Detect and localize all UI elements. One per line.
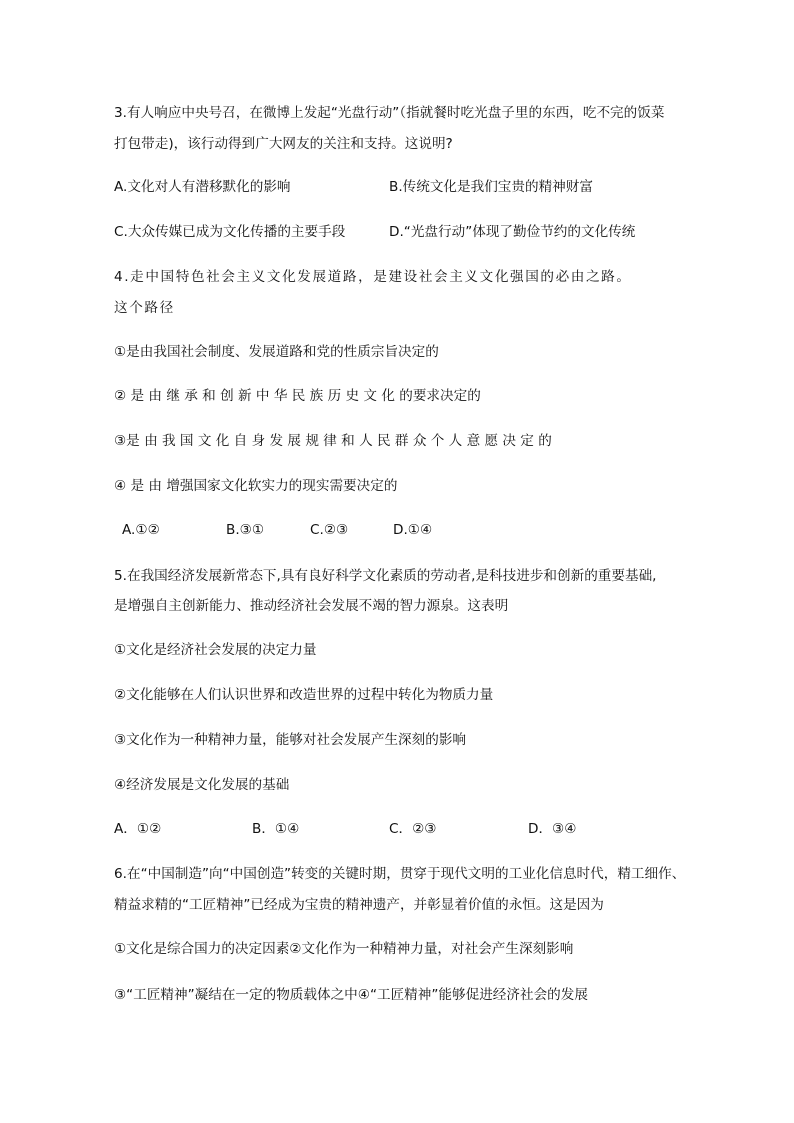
q5-stem-line-1: 5.在我国经济发展新常态下,具有良好科学文化素质的劳动者,是科技进步和创新的重要基础,: [114, 568, 657, 584]
q5-option-b: B．①④: [252, 821, 300, 837]
q5-option-c: C．②③: [389, 821, 437, 837]
q3-option-c: C.大众传媒已成为文化传播的主要手段: [114, 224, 346, 240]
q6-stem-line-1: 6.在“中国制造”向“中国创造”转变的关键时期，贯穿于现代文明的工业化信息时代，精工细作、: [114, 866, 686, 882]
q5-option-a: A．①②: [114, 821, 162, 837]
q4-statement-2: ② 是 由 继 承 和 创 新 中 华 民 族 历 史 文 化 的要求决定的: [114, 388, 481, 404]
q5-statement-1: ①文化是经济社会发展的决定力量: [114, 642, 317, 658]
q4-option-a: A.①②: [122, 522, 160, 538]
q3-stem-line-2: 打包带走)，该行动得到广大网友的关注和支持。这说明?: [114, 136, 453, 152]
q5-statement-4: ④经济发展是文化发展的基础: [114, 777, 290, 793]
q5-stem-line-2: 是增强自主创新能力、推动经济社会发展不竭的智力源泉。这表明: [114, 598, 509, 614]
q4-option-d: D.①④: [393, 522, 433, 538]
q4-stem-line-1: 4.走中国特色社会主义文化发展道路，是建设社会主义文化强国的必由之路。: [114, 269, 632, 285]
q3-stem-line-1: 3.有人响应中央号召，在微博上发起“光盘行动”（指就餐时吃光盘子里的东西，吃不完的饭菜: [114, 105, 665, 121]
q4-option-b: B.③①: [226, 522, 265, 538]
q3-option-d: D.“光盘行动”体现了勤俭节约的文化传统: [389, 224, 636, 240]
q4-statement-4: ④ 是 由 增强国家文化软实力的现实需要决定的: [114, 478, 398, 494]
q4-option-c: C.②③: [310, 522, 349, 538]
q6-stem-line-2: 精益求精的“工匠精神”已经成为宝贵的精神遗产，并彰显着价值的永恒。这是因为: [114, 897, 604, 913]
q6-statement-2: ③“工匠精神”凝结在一定的物质载体之中④“工匠精神”能够促进经济社会的发展: [114, 987, 588, 1003]
q5-option-d: D．③④: [528, 821, 577, 837]
q3-option-a: A.文化对人有潜移默化的影响: [114, 179, 291, 195]
q5-statement-3: ③文化作为一种精神力量，能够对社会发展产生深刻的影响: [114, 732, 467, 748]
q5-statement-2: ②文化能够在人们认识世界和改造世界的过程中转化为物质力量: [114, 687, 494, 703]
q4-stem-line-2: 这个路径: [114, 300, 175, 316]
q4-statement-3: ③是 由 我 国 文 化 自 身 发 展 规 律 和 人 民 群 众 个 人 意 愿 决 定 的: [114, 433, 552, 449]
q6-statement-1: ①文化是综合国力的决定因素②文化作为一种精神力量，对社会产生深刻影响: [114, 941, 574, 957]
q4-statement-1: ①是由我国社会制度、发展道路和党的性质宗旨决定的: [114, 344, 439, 360]
q3-option-b: B.传统文化是我们宝贵的精神财富: [389, 179, 593, 195]
